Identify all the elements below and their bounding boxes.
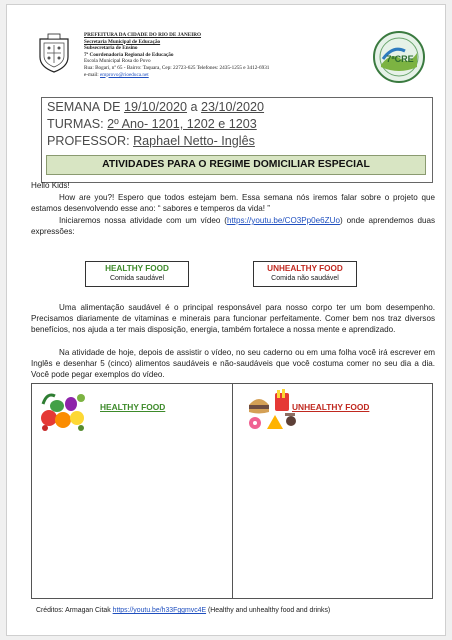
healthy-food-translation: Comida saudável <box>109 275 165 282</box>
header-line: Subsecretaria de Ensino <box>84 45 138 52</box>
paragraph-video <box>31 215 435 237</box>
unhealthy-food-box <box>253 261 357 287</box>
classes-label: TURMAS: <box>47 117 108 131</box>
paragraph-intro: How are you?! Espero que todos estejam bem. Essa semana nós iremos falar sobre o projeto que estamos desenvolvendo esse ano: “ sabores e temperos da vida! ” <box>31 193 435 214</box>
header-line: Rua: Bogari, nº 65 - Bairro: Taquara, Cep: 22723-625 Telefones: 2435-1255 e 3412-6931 <box>84 64 270 71</box>
teacher-value: Raphael Netto- Inglês <box>133 134 255 148</box>
teacher-label: PROFESSOR: <box>47 134 134 148</box>
paragraph-task: Na atividade de hoje, depois de assistir o vídeo, no seu caderno ou em uma folha você irá escrever em Inglês e desenhar 5 (cinco) alimentos saudáveis e não-saudáveis que você costuma comer no seu dia a dia. Você pode pegar exemplos do vídeo. <box>31 348 435 380</box>
teacher-line <box>47 134 255 148</box>
cre-logo-icon <box>371 29 427 85</box>
header-line: Escola Municipal Rosa do Povo <box>84 58 151 65</box>
paragraph-video-start: Iniciaremos nossa atividade com um vídeo ( <box>59 216 228 225</box>
week-label: SEMANA DE <box>47 100 124 114</box>
class-info-box <box>41 97 433 183</box>
credits-link[interactable]: https://youtu.be/h33Fggmvc4E <box>112 607 207 614</box>
header-line: Secretaria Municipal de Educação <box>84 38 161 45</box>
unhealthy-food-icon <box>245 389 297 431</box>
logo-text: 7ªCRE <box>386 54 414 64</box>
activities-banner: ATIVIDADES PARA O REGIME DOMICILIAR ESPECIAL <box>46 155 426 175</box>
healthy-food-icon <box>37 388 89 432</box>
date-start: 19/10/2020 <box>123 100 188 114</box>
email-link[interactable]: emprovo@rioeduca.net <box>100 71 149 78</box>
table-divider <box>232 384 233 598</box>
week-line <box>47 100 264 114</box>
table-unhealthy-title: UNHEALTHY FOOD <box>292 402 370 412</box>
video-link[interactable]: https://youtu.be/CO3Pp0e6ZUo <box>227 216 340 225</box>
credits-tail: (Healthy and unhealthy food and drinks) <box>206 607 331 614</box>
header-line: 7ª Coordenadoria Regional de Educação <box>84 51 174 58</box>
document-page <box>6 4 446 636</box>
greeting: Hello Kids! <box>31 181 70 190</box>
credits <box>36 607 330 614</box>
paragraph-nutrition: Uma alimentação saudável é o principal responsável para nosso corpo ter um bom desempenho. Precisamos diariamente de vitaminas e minerais para funcionar perfeitamente. Comer bem nos traz diversos benefícios, nos ajuda a ter mais disposição, energia, também fortalece a nossa mente e aprendizado. <box>31 303 435 335</box>
email-label: e-mail: <box>84 71 99 78</box>
unhealthy-food-translation: Comida não saudável <box>271 275 339 282</box>
classes-value: 2º Ano- 1201, 1202 e 1203 <box>107 117 257 131</box>
city-crest-icon <box>37 33 71 73</box>
date-end: 23/10/2020 <box>201 100 265 114</box>
healthy-food-box <box>85 261 189 287</box>
school-header <box>84 32 344 78</box>
header-line: PREFEITURA DA CIDADE DO RIO DE JANEIRO <box>84 32 202 38</box>
paragraph-video-end: ) onde aprendemos duas expressões: <box>31 216 435 237</box>
credits-label: Créditos: Armagan Citak <box>36 607 113 614</box>
classes-line <box>47 117 257 131</box>
date-separator: a <box>187 100 202 114</box>
activity-table <box>31 383 433 599</box>
healthy-food-title: HEALTHY FOOD <box>105 264 169 273</box>
table-healthy-title: HEALTHY FOOD <box>100 402 166 412</box>
unhealthy-food-title: UNHEALTHY FOOD <box>267 264 343 273</box>
